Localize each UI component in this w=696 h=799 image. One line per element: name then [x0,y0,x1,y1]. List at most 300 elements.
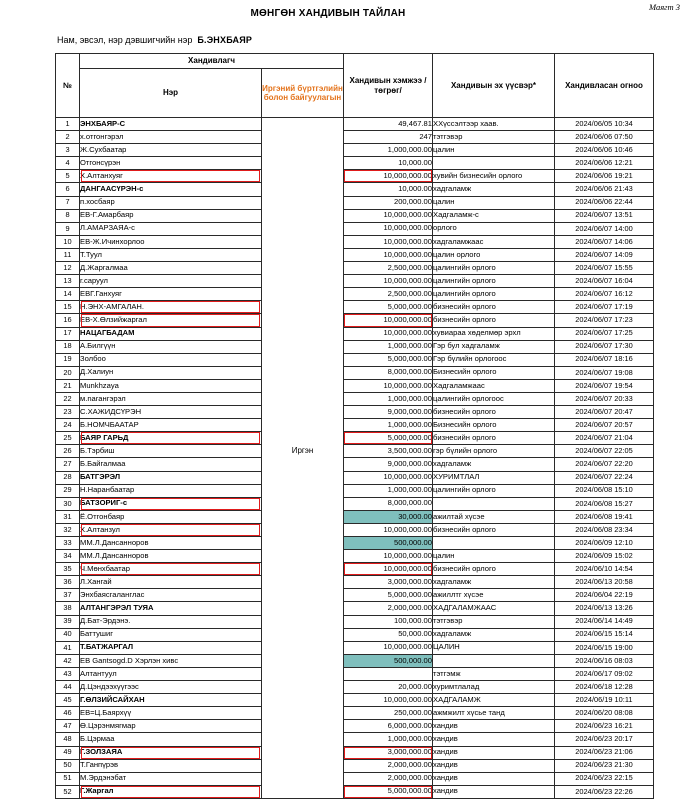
cell-date: 2024/06/08 15:10 [555,484,654,497]
cell-amount: 1,000,000.00 [344,733,433,746]
cell-donor-name: Алтантуул [80,667,262,680]
cell-source: цалингийн орлого [433,288,555,301]
cell-amount: 10,000,000.00 [344,170,433,183]
cell-no: 34 [56,550,80,563]
cell-amount: 10,000,000.00 [344,694,433,707]
cell-date: 2024/06/07 19:08 [555,366,654,379]
table-row [56,707,654,720]
cell-source: цалин орлого [433,248,555,261]
cell-date: 2024/06/07 20:33 [555,392,654,405]
cell-date: 2024/06/10 14:54 [555,563,654,576]
cell-no: 47 [56,720,80,733]
cell-donor-name: Г.ӨЛЗИЙСАЙХАН [80,694,262,707]
table-row [56,602,654,615]
table-body [56,118,654,799]
table-row [56,157,654,170]
cell-no: 26 [56,445,80,458]
cell-source: ХАДГАЛАМЖААС [433,602,555,615]
cell-amount: 2,500,000.00 [344,288,433,301]
cell-date: 2024/06/06 19:21 [555,170,654,183]
table-row [56,353,654,366]
cell-amount: 6,000,000.00 [344,720,433,733]
cell-date: 2024/06/19 10:11 [555,694,654,707]
table-row [56,550,654,563]
table-row [56,314,654,327]
cell-date: 2024/06/07 20:57 [555,419,654,432]
cell-source: хадгаламж [433,458,555,471]
cell-source: ажмжилт хүсье танд [433,707,555,720]
cell-source: цалингийн орлого [433,484,555,497]
cell-source [433,497,555,510]
cell-source: хандив [433,720,555,733]
table-row [56,733,654,746]
cell-no: 2 [56,131,80,144]
cell-no: 30 [56,497,80,510]
table-row [56,340,654,353]
cell-source: бизнесийн орлого [433,432,555,445]
cell-source: Хадгаламжаас [433,379,555,392]
cell-source [433,157,555,170]
table-row [56,484,654,497]
cell-date: 2024/06/15 15:14 [555,628,654,641]
cell-donor-name: ЕВГ.Ганхуяг [80,288,262,301]
cell-source: хадгаламж [433,576,555,589]
table-row [56,654,654,667]
cell-no: 52 [56,785,80,798]
cell-date: 2024/06/05 10:34 [555,118,654,131]
table-row [56,576,654,589]
cell-donor-name: БАЯР ГАРЬД [80,432,262,445]
column-header-registration: Иргэний бүртгэлийн болон байгуулагын [262,69,344,118]
cell-source: хадгаламжаас [433,235,555,248]
cell-date: 2024/06/06 10:46 [555,144,654,157]
cell-donor-name: ЕВ Gantsogd.D Хэрлэн хивс [80,654,262,667]
cell-amount: 30,000.00 [344,510,433,523]
cell-donor-name: Д.Бат-Эрдэнэ. [80,615,262,628]
cell-date: 2024/06/07 16:04 [555,275,654,288]
cell-no: 43 [56,667,80,680]
cell-date: 2024/06/20 08:08 [555,707,654,720]
cell-date: 2024/06/16 08:03 [555,654,654,667]
cell-date: 2024/06/23 20:17 [555,733,654,746]
cell-no: 42 [56,654,80,667]
table-row [56,131,654,144]
cell-no: 41 [56,641,80,654]
cell-amount: 1,000,000.00 [344,340,433,353]
page-title: МӨНГӨН ХАНДИВЫН ТАЙЛАН [250,8,406,19]
cell-date: 2024/06/08 19:41 [555,510,654,523]
cell-donor-name: ДАНГААСҮРЭН-с [80,183,262,196]
cell-date: 2024/06/07 17:25 [555,327,654,340]
cell-date: 2024/06/07 22:05 [555,445,654,458]
table-row [56,589,654,602]
table-row [56,641,654,654]
cell-date: 2024/06/07 17:23 [555,314,654,327]
cell-date: 2024/06/13 13:26 [555,602,654,615]
cell-amount: 1,000,000.00 [344,419,433,432]
cell-donor-name: п.хосбаяр [80,196,262,209]
cell-source: хуримтлалад [433,681,555,694]
table-row [56,458,654,471]
cell-no: 24 [56,419,80,432]
cell-source: бизнесийн орлого [433,523,555,536]
cell-date: 2024/06/07 14:06 [555,235,654,248]
table-row [56,327,654,340]
cell-no: 21 [56,379,80,392]
table-row [56,288,654,301]
table-row [56,681,654,694]
cell-source: ажиллтг хүсэе [433,589,555,602]
column-header-source: Хандивын эх үүсвэр* [433,54,555,118]
cell-date: 2024/06/07 22:20 [555,458,654,471]
cell-donor-name: ЭНХБАЯР-С [80,118,262,131]
cell-date: 2024/06/15 19:00 [555,641,654,654]
cell-donor-name: Н.ЭНХ-АМГАЛАН. [80,301,262,314]
cell-donor-name: Ө.Цэрэнмягмар [80,720,262,733]
column-header-no: № [56,54,80,118]
cell-donor-name: Т.Туул [80,248,262,261]
subject-line [57,35,682,45]
cell-donor-name: ЕВ-Ж.Ичинхорлоо [80,235,262,248]
cell-amount: 10,000.00 [344,157,433,170]
cell-date: 2024/06/07 20:47 [555,406,654,419]
donor-type-label-text: Иргэн [291,445,314,455]
cell-source: цалин [433,144,555,157]
cell-source: хувиараа хөделмөр эрхл [433,327,555,340]
cell-amount: 2,000,000.00 [344,772,433,785]
cell-donor-name: Отгонсүрэн [80,157,262,170]
cell-amount: 1,000,000.00 [344,144,433,157]
cell-donor-name: Энхбаясгаланглас [80,589,262,602]
cell-no: 39 [56,615,80,628]
table-row [56,772,654,785]
cell-date: 2024/06/04 22:19 [555,589,654,602]
cell-donor-name: Б.Байгалмаа [80,458,262,471]
cell-amount: 2,000,000.00 [344,759,433,772]
cell-amount: 8,000,000.00 [344,497,433,510]
cell-no: 1 [56,118,80,131]
cell-date: 2024/06/23 22:15 [555,772,654,785]
cell-date: 2024/06/07 18:16 [555,353,654,366]
subject-label: Нам, эвсэл, нэр дэвшигчийн нэр [57,35,193,45]
table-row [56,628,654,641]
table-row [56,497,654,510]
cell-amount: 3,000,000.00 [344,576,433,589]
cell-date: 2024/06/17 09:02 [555,667,654,680]
cell-donor-name: ММ.Л.Дансанноров [80,537,262,550]
cell-date: 2024/06/07 17:19 [555,301,654,314]
cell-amount: 10,000,000.00 [344,209,433,222]
cell-date: 2024/06/07 16:12 [555,288,654,301]
cell-amount: 5,000,000.00 [344,589,433,602]
cell-no: 38 [56,602,80,615]
cell-no: 5 [56,170,80,183]
cell-date: 2024/06/07 19:54 [555,379,654,392]
cell-date: 2024/06/06 12:21 [555,157,654,170]
cell-amount: 2,000,000.00 [344,602,433,615]
cell-source: Гэр бул хадгаламж [433,340,555,353]
cell-donor-name: Т.Ганпүрэв [80,759,262,772]
cell-no: 23 [56,406,80,419]
cell-source: ХХүссэлтээр хаав. [433,118,555,131]
cell-donor-name: АЛТАНГЭРЭЛ ТУЯА [80,602,262,615]
cell-amount: 10,000,000.00 [344,523,433,536]
table-row [56,144,654,157]
cell-source: хандив [433,733,555,746]
cell-amount: 9,000,000.00 [344,406,433,419]
table-row [56,694,654,707]
cell-source: хандив [433,746,555,759]
cell-no: 44 [56,681,80,694]
cell-donor-name: Б.Цэрмаа [80,733,262,746]
table-row [56,262,654,275]
cell-donor-name: БАТГЭРЭЛ [80,471,262,484]
cell-date: 2024/06/07 22:24 [555,471,654,484]
column-header-donor-group: Хандивлагч [80,54,344,69]
cell-amount: 247 [344,131,433,144]
cell-source: тэтгэвэр [433,131,555,144]
cell-date: 2024/06/23 21:06 [555,746,654,759]
table-row [56,523,654,536]
cell-amount: 200,000.00 [344,196,433,209]
table-row [56,785,654,798]
cell-source: ЦАЛИН [433,641,555,654]
cell-date: 2024/06/23 21:30 [555,759,654,772]
cell-source: бизнесийн орлого [433,406,555,419]
column-header-name: Нэр [80,69,262,118]
cell-donor-name: М.Эрдэнэбат [80,772,262,785]
cell-date: 2024/06/07 14:00 [555,222,654,235]
cell-no: 33 [56,537,80,550]
cell-amount: 5,000,000.00 [344,301,433,314]
cell-source: ХУРИМТЛАЛ [433,471,555,484]
cell-amount: 10,000,000.00 [344,550,433,563]
cell-no: 49 [56,746,80,759]
table-row [56,222,654,235]
table-row [56,170,654,183]
cell-amount: 49,467.81 [344,118,433,131]
cell-source: Гэр бүлийн орлогоос [433,353,555,366]
cell-no: 3 [56,144,80,157]
cell-source: ХАДГАЛАМЖ [433,694,555,707]
cell-amount: 10,000,000.00 [344,563,433,576]
cell-source [433,537,555,550]
cell-amount: 10,000,000.00 [344,641,433,654]
cell-amount: 10,000,000.00 [344,275,433,288]
cell-amount: 10,000,000.00 [344,314,433,327]
cell-amount: 2,500,000.00 [344,262,433,275]
cell-donor-name: Ч.Мөнхбаатар [80,563,262,576]
cell-amount: 50,000.00 [344,628,433,641]
table-head [56,54,654,118]
cell-date: 2024/06/06 22:44 [555,196,654,209]
cell-source: тэтгэмж [433,667,555,680]
cell-donor-name: С.ХАЖИДСҮРЭН [80,406,262,419]
cell-donor-name: Ё.Отгонбаяр [80,510,262,523]
table-row [56,392,654,405]
cell-donor-name: Баттушиг [80,628,262,641]
cell-no: 8 [56,209,80,222]
cell-donor-name: Г.Жаргал [80,785,262,798]
cell-donor-name: ЕВ-Г.Амарбаяр [80,209,262,222]
cell-amount: 5,000,000.00 [344,785,433,798]
cell-date: 2024/06/08 15:27 [555,497,654,510]
cell-amount: 8,000,000.00 [344,366,433,379]
cell-donor-name: Б.НОМЧБААТАР [80,419,262,432]
table-row [56,615,654,628]
cell-no: 32 [56,523,80,536]
cell-source: бизнесийн орлого [433,563,555,576]
cell-amount: 10,000,000.00 [344,248,433,261]
cell-source: Хадгаламж-с [433,209,555,222]
cell-date: 2024/06/06 07:50 [555,131,654,144]
cell-date: 2024/06/07 21:04 [555,432,654,445]
table-row [56,759,654,772]
cell-donor-name: Б.Тэрбиш [80,445,262,458]
cell-donor-name: Н.Наранбаатар [80,484,262,497]
cell-amount: 20,000.00 [344,681,433,694]
cell-source: цалин [433,196,555,209]
cell-date: 2024/06/13 20:58 [555,576,654,589]
cell-date: 2024/06/06 21:43 [555,183,654,196]
cell-no: 22 [56,392,80,405]
cell-source: цалингийн орлогоос [433,392,555,405]
cell-amount: 10,000,000.00 [344,235,433,248]
table-row [56,235,654,248]
table-row [56,510,654,523]
cell-donor-name: Д.Жаргалмаа [80,262,262,275]
cell-source: хадгаламж [433,628,555,641]
cell-donor-name: Ж.Сухбаатар [80,144,262,157]
cell-source: цалингийн орлого [433,262,555,275]
cell-donor-name: Л.АМАРЗАЯА-с [80,222,262,235]
cell-donor-name: БАТЗОРИГ-с [80,497,262,510]
cell-no: 18 [56,340,80,353]
cell-amount: 500,000.00 [344,537,433,550]
cell-date: 2024/06/18 12:28 [555,681,654,694]
cell-no: 9 [56,222,80,235]
form-code-note: Маягт 3 [649,2,680,12]
cell-source: ажилтай хүсэе [433,510,555,523]
cell-no: 31 [56,510,80,523]
cell-amount: 10,000,000.00 [344,222,433,235]
cell-source: цалингийн орлого [433,275,555,288]
cell-amount: 5,000,000.00 [344,432,433,445]
table-row [56,366,654,379]
cell-source: хандив [433,772,555,785]
cell-no: 11 [56,248,80,261]
cell-donor-name: Д.Цэндээхүүгээс [80,681,262,694]
cell-no: 4 [56,157,80,170]
cell-amount: 3,000,000.00 [344,746,433,759]
cell-source: хандив [433,759,555,772]
cell-donor-name: ММ.Л.Дансанноров [80,550,262,563]
cell-source: цалин [433,550,555,563]
cell-amount: 5,000,000.00 [344,353,433,366]
column-header-date: Хандивласан огноо [555,54,654,118]
table-row [56,209,654,222]
cell-date: 2024/06/23 22:26 [555,785,654,798]
subject-value: Б.ЭНХБАЯР [197,35,253,45]
cell-source: тэтгэвэр [433,615,555,628]
table-row [56,471,654,484]
cell-donor-name: м.narангэрэл [80,392,262,405]
cell-no: 27 [56,458,80,471]
cell-source: бизнесийн орлого [433,301,555,314]
cell-donor-name: Х.Алтанзул [80,523,262,536]
table-row [56,248,654,261]
cell-no: 20 [56,366,80,379]
cell-date: 2024/06/14 14:49 [555,615,654,628]
cell-no: 37 [56,589,80,602]
cell-no: 10 [56,235,80,248]
table-row [56,419,654,432]
cell-no: 45 [56,694,80,707]
cell-date: 2024/06/07 17:30 [555,340,654,353]
cell-no: 35 [56,563,80,576]
cell-donor-type-label [262,118,344,799]
cell-no: 12 [56,262,80,275]
cell-donor-name: Munkhzaya [80,379,262,392]
column-header-amount: Хандивын хэмжээ /төгрөг/ [344,54,433,118]
cell-no: 13 [56,275,80,288]
table-row [56,537,654,550]
cell-no: 51 [56,772,80,785]
cell-date: 2024/06/23 16:21 [555,720,654,733]
table-row [56,196,654,209]
cell-source [433,654,555,667]
cell-amount: 1,000,000.00 [344,484,433,497]
cell-no: 29 [56,484,80,497]
cell-no: 7 [56,196,80,209]
cell-source: Бизнесийн орлого [433,366,555,379]
table-row [56,118,654,131]
cell-amount: 250,000.00 [344,707,433,720]
cell-no: 17 [56,327,80,340]
cell-amount: 1,000,000.00 [344,392,433,405]
cell-source: хадгаламж [433,183,555,196]
cell-source: хандив [433,785,555,798]
cell-date: 2024/06/07 15:55 [555,262,654,275]
cell-no: 46 [56,707,80,720]
table-row [56,183,654,196]
cell-no: 16 [56,314,80,327]
cell-date: 2024/06/07 14:09 [555,248,654,261]
cell-amount: 100,000.00 [344,615,433,628]
cell-date: 2024/06/09 12:10 [555,537,654,550]
cell-no: 28 [56,471,80,484]
cell-amount: 9,000,000.00 [344,458,433,471]
cell-donor-name: г.саруул [80,275,262,288]
cell-source: хувийн бизнесийн орлого [433,170,555,183]
cell-donor-name: А.Билгүүн [80,340,262,353]
cell-amount: 3,500,000.00 [344,445,433,458]
cell-donor-name: Т.БАТЖАРГАЛ [80,641,262,654]
cell-no: 19 [56,353,80,366]
cell-amount: 10,000,000.00 [344,471,433,484]
table-row [56,301,654,314]
cell-no: 48 [56,733,80,746]
cell-source: орлого [433,222,555,235]
cell-no: 14 [56,288,80,301]
cell-donor-name: ЕВ=Ц.Баярхүү [80,707,262,720]
cell-no: 25 [56,432,80,445]
cell-source: бизнесийн орлого [433,314,555,327]
cell-date: 2024/06/07 13:51 [555,209,654,222]
donations-table [55,53,654,799]
cell-date: 2024/06/09 15:02 [555,550,654,563]
cell-amount: 10,000,000.00 [344,379,433,392]
